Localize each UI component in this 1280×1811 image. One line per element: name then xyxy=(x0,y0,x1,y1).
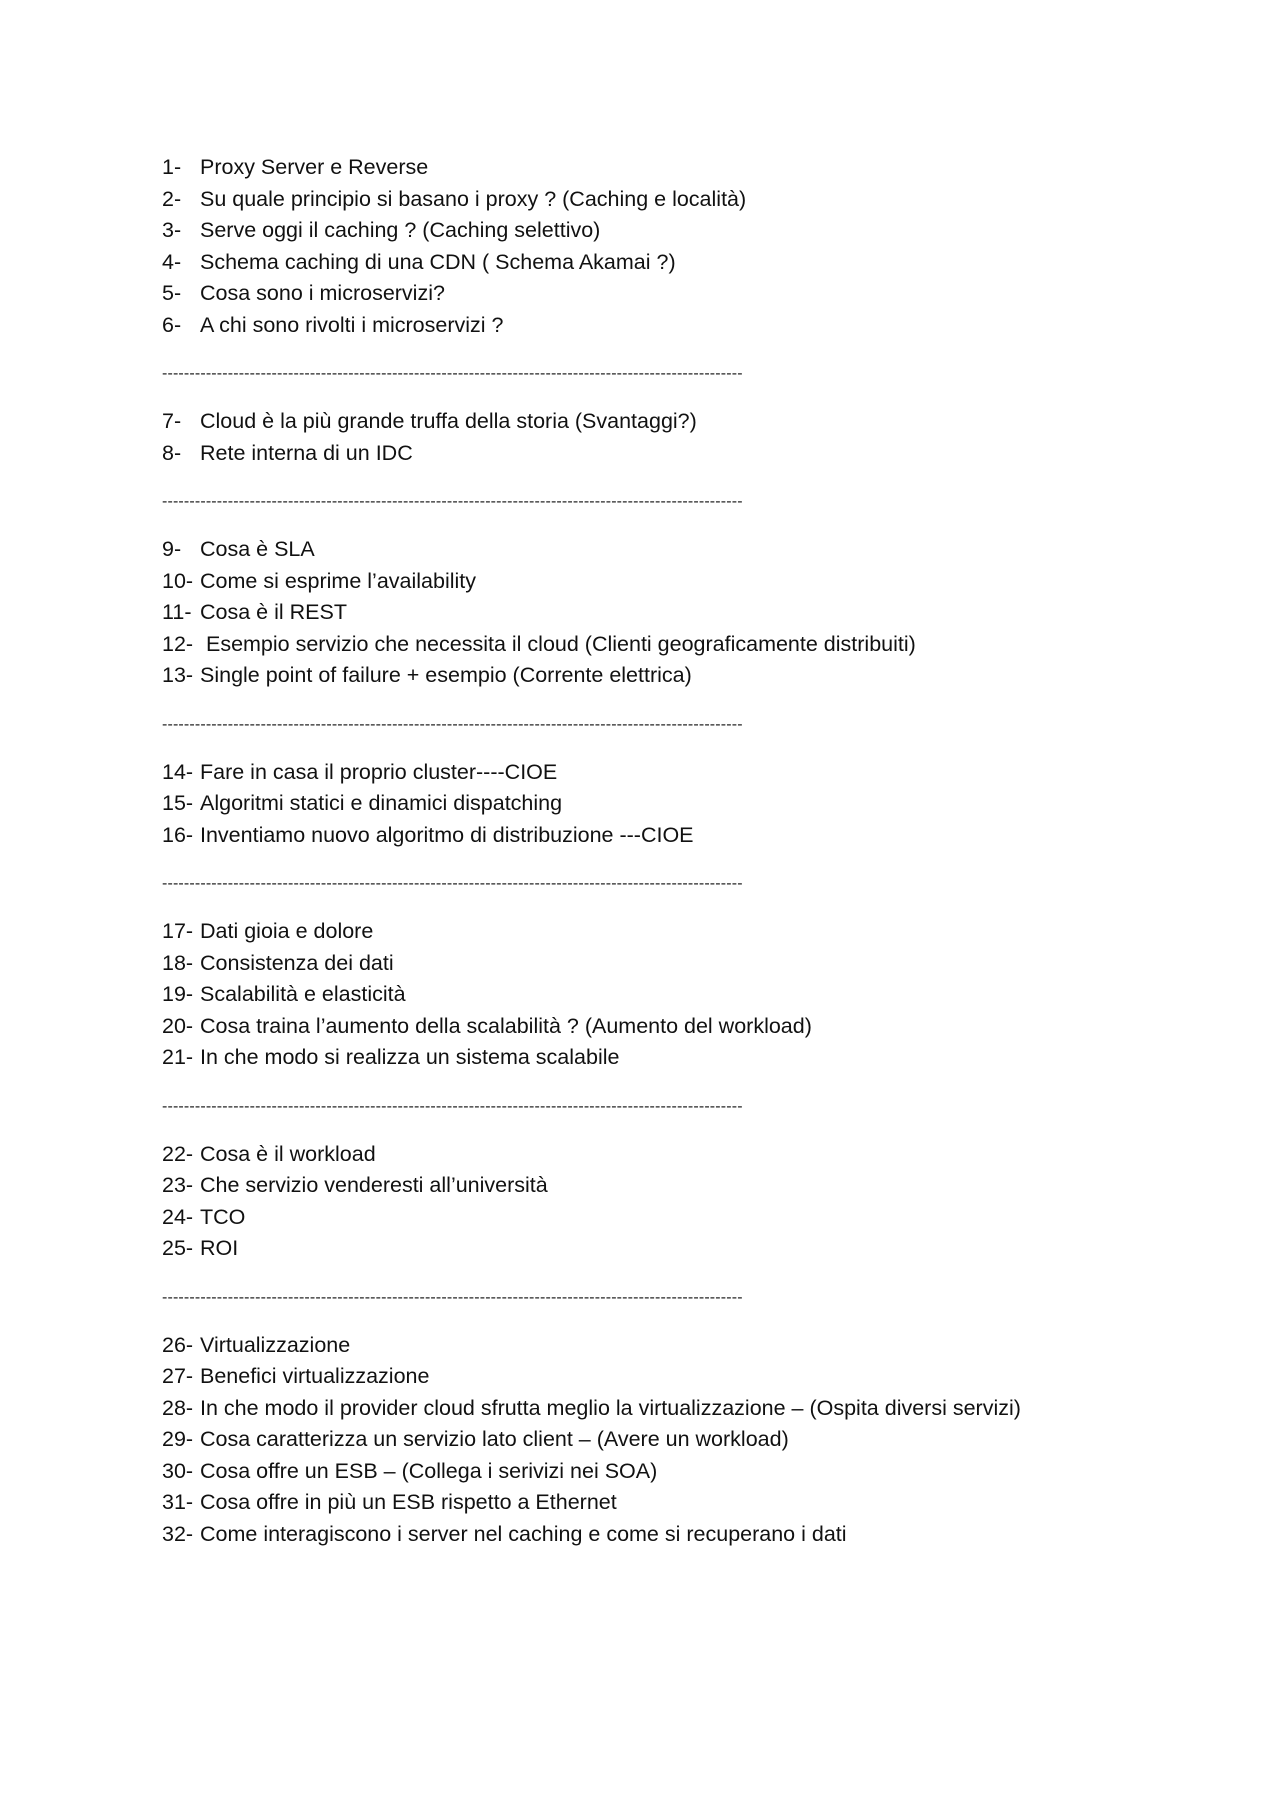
item-text: Schema caching di una CDN ( Schema Akamai ?) xyxy=(200,249,676,274)
item-number: 29- xyxy=(162,1427,194,1451)
section-divider: ---------------------------------------------------------------------------------------------------------- xyxy=(162,365,743,382)
question-list xyxy=(162,152,1162,1550)
item-text: Cloud è la più grande truffa della storia (Svantaggi?) xyxy=(200,409,697,433)
list-item xyxy=(162,1170,1162,1202)
item-text: Proxy Server e Reverse xyxy=(200,155,429,179)
item-text: Cosa offre in più un ESB rispetto a Ethernet xyxy=(200,1490,617,1514)
item-text: Fare in casa il proprio cluster----CIOE xyxy=(200,759,558,784)
list-item xyxy=(162,406,1162,438)
list-item xyxy=(162,660,1162,692)
list-item xyxy=(162,310,1162,342)
list-item xyxy=(162,916,1162,948)
item-text: Cosa è il REST xyxy=(200,600,347,624)
item-number: 27- xyxy=(162,1364,194,1388)
item-number: 14- xyxy=(162,759,194,784)
item-number: 5- xyxy=(162,281,182,305)
item-number: 6- xyxy=(162,312,182,337)
item-text: Cosa caratterizza un servizio lato client – (Avere un workload) xyxy=(200,1427,789,1451)
item-number: 19- xyxy=(162,982,194,1006)
list-item xyxy=(162,629,1162,661)
item-text: Dati gioia e dolore xyxy=(200,919,374,943)
list-item xyxy=(162,1330,1162,1362)
item-number: 20- xyxy=(162,1013,194,1038)
list-item xyxy=(162,948,1162,980)
item-text: Rete interna di un IDC xyxy=(200,440,413,465)
section-divider: ---------------------------------------------------------------------------------------------------------- xyxy=(162,1097,743,1115)
item-number: 4- xyxy=(162,249,182,274)
list-item xyxy=(162,1233,1162,1265)
item-number: 7- xyxy=(162,409,182,433)
item-number: 10- xyxy=(162,568,194,593)
item-text: Cosa offre un ESB – (Collega i serivizi nei SOA) xyxy=(200,1458,658,1483)
list-item xyxy=(162,534,1162,566)
item-number: 16- xyxy=(162,822,194,847)
item-number: 25- xyxy=(162,1236,194,1260)
item-text: Consistenza dei dati xyxy=(200,950,394,975)
item-text: In che modo il provider cloud sfrutta meglio la virtualizzazione – (Ospita diversi servizi) xyxy=(200,1395,1021,1420)
list-item xyxy=(162,566,1162,598)
section-divider: ---------------------------------------------------------------------------------------------------------- xyxy=(162,1288,743,1306)
item-text: Scalabilità e elasticità xyxy=(200,982,406,1006)
item-number: 13- xyxy=(162,663,194,687)
item-text: A chi sono rivolti i microservizi ? xyxy=(200,312,504,337)
item-text: Cosa traina l’aumento della scalabilità ? (Aumento del workload) xyxy=(200,1013,812,1038)
item-text: Che servizio venderesti all’università xyxy=(200,1173,548,1197)
item-number: 18- xyxy=(162,950,194,975)
list-item xyxy=(162,788,1162,820)
section-divider: ---------------------------------------------------------------------------------------------------------- xyxy=(162,875,743,892)
question-group xyxy=(162,1139,1162,1265)
item-number: 3- xyxy=(162,218,182,242)
question-group xyxy=(162,757,1162,852)
list-item xyxy=(162,152,1162,184)
list-item xyxy=(162,215,1162,247)
item-text: TCO xyxy=(200,1204,246,1229)
section-divider: ---------------------------------------------------------------------------------------------------------- xyxy=(162,715,743,733)
item-text: Algoritmi statici e dinamici dispatching xyxy=(200,791,563,815)
item-number: 21- xyxy=(162,1045,194,1069)
item-number: 24- xyxy=(162,1204,194,1229)
list-item xyxy=(162,1011,1162,1043)
item-number: 12- xyxy=(162,631,194,656)
item-number: 11- xyxy=(162,600,192,624)
item-number: 31- xyxy=(162,1490,194,1514)
list-item xyxy=(162,247,1162,279)
section-divider: ---------------------------------------------------------------------------------------------------------- xyxy=(162,493,743,510)
list-item xyxy=(162,1042,1162,1074)
item-text: Single point of failure + esempio (Corrente elettrica) xyxy=(200,663,692,687)
item-number: 15- xyxy=(162,791,194,815)
item-text: Serve oggi il caching ? (Caching selettivo) xyxy=(200,218,601,242)
list-item xyxy=(162,820,1162,852)
question-group xyxy=(162,916,1162,1074)
item-number: 8- xyxy=(162,440,182,465)
list-item xyxy=(162,438,1162,470)
list-item xyxy=(162,1202,1162,1234)
list-item xyxy=(162,278,1162,310)
item-text: ROI xyxy=(200,1236,239,1260)
list-item xyxy=(162,979,1162,1011)
item-number: 26- xyxy=(162,1332,194,1357)
list-item xyxy=(162,1139,1162,1171)
item-number: 2- xyxy=(162,186,182,211)
list-item xyxy=(162,597,1162,629)
list-item xyxy=(162,757,1162,789)
item-text: Virtualizzazione xyxy=(200,1332,351,1357)
question-group xyxy=(162,1330,1162,1551)
list-item xyxy=(162,1361,1162,1393)
list-item xyxy=(162,1487,1162,1519)
item-number: 23- xyxy=(162,1173,194,1197)
list-item xyxy=(162,1456,1162,1488)
item-text: Inventiamo nuovo algoritmo di distribuzione ---CIOE xyxy=(200,822,694,847)
list-item xyxy=(162,1393,1162,1425)
item-text: Cosa sono i microservizi? xyxy=(200,281,445,305)
question-group xyxy=(162,406,1162,469)
item-text: Come si esprime l’availability xyxy=(200,568,477,593)
list-item xyxy=(162,1519,1162,1551)
question-group xyxy=(162,534,1162,692)
item-number: 32- xyxy=(162,1521,194,1546)
item-number: 17- xyxy=(162,919,194,943)
list-item xyxy=(162,1424,1162,1456)
item-number: 9- xyxy=(162,537,182,561)
item-number: 30- xyxy=(162,1458,194,1483)
item-text: Su quale principio si basano i proxy ? (Caching e località) xyxy=(200,186,747,211)
question-group xyxy=(162,152,1162,341)
item-number: 28- xyxy=(162,1395,194,1420)
item-text: Cosa è il workload xyxy=(200,1141,376,1166)
item-number: 22- xyxy=(162,1141,194,1166)
item-text: Benefici virtualizzazione xyxy=(200,1364,430,1388)
item-number: 1- xyxy=(162,155,182,179)
item-text: Come interagiscono i server nel caching e come si recuperano i dati xyxy=(200,1521,847,1546)
item-text: In che modo si realizza un sistema scalabile xyxy=(200,1045,620,1069)
item-text: Esempio servizio che necessita il cloud (Clienti geograficamente distribuiti) xyxy=(200,631,916,656)
list-item xyxy=(162,184,1162,216)
item-text: Cosa è SLA xyxy=(200,537,315,561)
